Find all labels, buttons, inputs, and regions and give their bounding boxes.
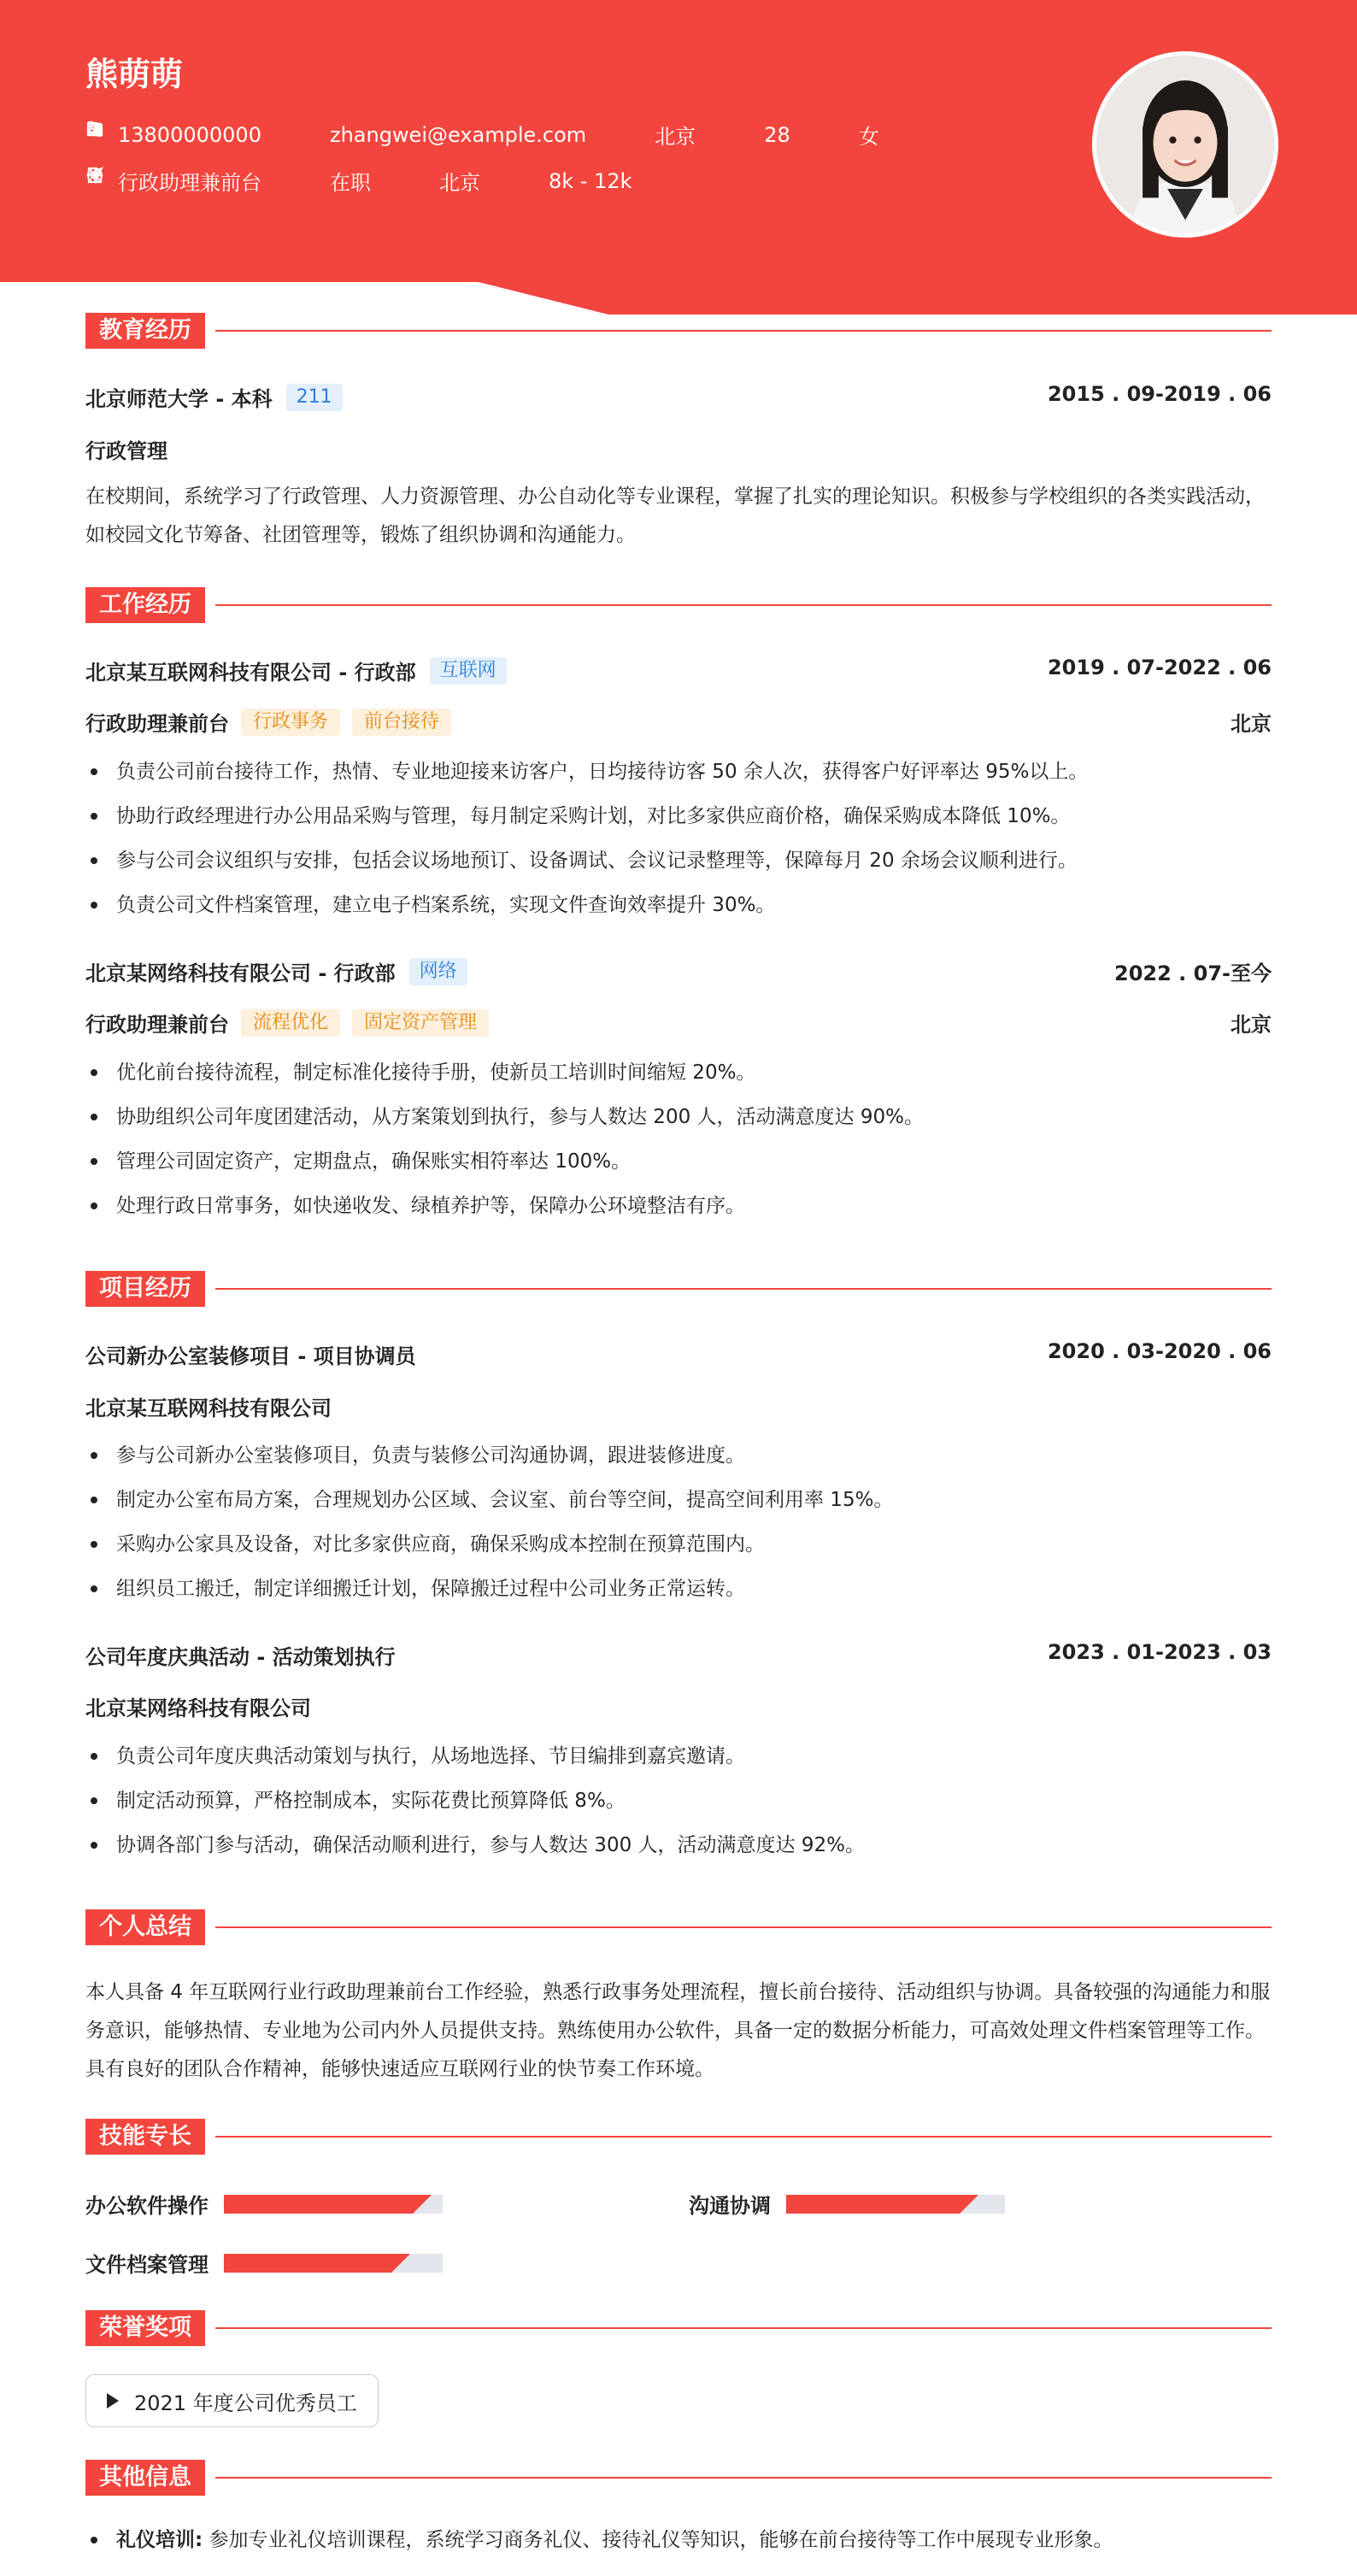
skill-name: 沟通协调 [689,2194,771,2218]
target-position-text: 行政助理兼前台 [118,171,261,195]
home-icon [622,125,643,145]
school-name: 北京师范大学 - 本科 [85,387,273,411]
project-company: 北京某互联网科技有限公司 [85,1397,332,1420]
target-city-text: 北京 [439,171,480,195]
list-item: 处理行政日常事务，如快递收发、绿植养护等，保障办公环境整洁有序。 [85,1184,1272,1228]
section-title: 工作经历 [85,587,205,623]
salary-text: 8k - 12k [549,168,632,193]
section-projects [85,1271,1272,1307]
section-title: 其他信息 [85,2460,205,2496]
section-title: 项目经历 [85,1271,205,1307]
gender-item [826,120,879,150]
education-description: 在校期间，系统学习了行政管理、人力资源管理、办公自动化等专业课程，掌握了扎实的理论知识。积极参与学校组织的各类实践活动，如校园文化节筹备、社团管理等，锻炼了组织协调和沟通能力。 [85,485,1265,546]
job-date: 2019 . 07-2022 . 06 [1047,656,1272,679]
company-name: 北京某互联网科技有限公司 - 行政部 [85,661,416,685]
email-text: zhangwei@example.com [329,122,587,147]
section-divider [215,330,1272,332]
email-item [297,123,586,147]
section-title: 技能专长 [85,2119,205,2155]
job-city: 北京 [1231,712,1272,736]
job-duties [85,750,1272,927]
project-date: 2023 . 01-2023 . 03 [1047,1640,1272,1664]
job-entry [85,956,1272,986]
honor-item [85,2374,379,2427]
project-name: 公司新办公室装修项目 - 项目协调员 [85,1344,416,1368]
status-item [297,166,371,196]
school-tag: 211 [286,384,343,411]
hometown-item [622,120,696,150]
section-divider [215,1926,1272,1928]
section-summary [85,1909,1272,1945]
skill-tag: 流程优化 [241,1009,340,1037]
education-entry [85,382,1272,412]
skill-bar-fill [224,2195,432,2214]
salary-item [516,169,632,193]
skill-tag: 固定资产管理 [352,1009,489,1037]
job-duties [85,1050,1272,1228]
skill-bar-notch [391,2254,410,2273]
list-item: 负责公司前台接待工作，热情、专业地迎接来访客户，日均接待访客 50 余人次，获得客户好评率达 95%以上。 [85,750,1272,794]
summary-text: 本人具备 4 年互联网行业行政助理兼前台工作经验，熟悉行政事务处理流程，擅长前台接待、活动组织与协调。具备较强的沟通能力和服务意识，能够热情、专业地为公司内外人员提供支持。熟练使用办公软件，具备一定的数据分析能力，可高效处理文件档案管理等工作。具有良好的团队合作精神，能够快速适应互联网行业的快节奏工作环境。 [85,1981,1271,2080]
other-text: 参加专业礼仪培训课程，系统学习商务礼仪、接待礼仪等知识，能够在前台接待等工作中展现专业形象。 [209,2529,1113,2551]
education-date: 2015 . 09-2019 . 06 [1047,382,1272,406]
header-banner [0,0,1357,315]
cake-icon [731,125,752,145]
section-divider [215,604,1272,606]
skill-tag: 前台接待 [352,709,451,736]
job-date: 2022 . 07-至今 [1114,962,1272,985]
age-text: 28 [764,122,790,147]
list-item: 组织员工搬迁，制定详细搬迁计划，保障搬迁过程中公司业务正常运转。 [85,1567,1272,1611]
gender-text: 女 [858,125,879,149]
avatar [1092,51,1278,238]
list-item: 优化前台接待流程，制定标准化接待手册，使新员工培训时间缩短 20%。 [85,1050,1272,1095]
skill-bar-fill [786,2195,978,2214]
list-item: 负责公司文件档案管理，建立电子档案系统，实现文件查询效率提升 30%。 [85,883,1272,927]
honor-text: 2021 年度公司优秀员工 [134,2391,357,2415]
hometown-text: 北京 [655,125,696,149]
age-item [731,123,790,147]
job-position: 行政助理兼前台 [85,1013,229,1037]
skill-item [85,2189,443,2219]
skill-bar-fill [224,2254,410,2273]
section-education [85,313,1272,349]
job-city: 北京 [1231,1013,1272,1037]
industry-tag: 网络 [409,958,467,985]
project-entry [85,1640,1272,1670]
section-other [85,2460,1272,2496]
skill-bar [224,2195,443,2214]
salary-icon [516,171,537,191]
industry-tag: 互联网 [430,657,507,685]
skill-tag: 行政事务 [241,709,340,736]
project-details [85,1433,1272,1611]
section-skills [85,2119,1272,2155]
other-info-item [85,2523,1272,2557]
project-name: 公司年度庆典活动 - 活动策划执行 [85,1645,396,1669]
section-divider [215,2477,1272,2479]
section-work [85,587,1272,623]
section-title: 荣誉奖项 [85,2310,205,2346]
status-icon [297,171,318,191]
skill-item [689,2189,1005,2219]
section-divider [215,1288,1272,1290]
play-icon [107,2393,119,2408]
section-title: 个人总结 [85,1909,205,1945]
project-entry [85,1339,1272,1369]
project-date: 2020 . 03-2020 . 06 [1047,1339,1272,1363]
other-label: 礼仪培训: [116,2529,203,2551]
job-intent-row [85,166,668,196]
portrait-image [1096,56,1274,233]
section-title: 教育经历 [85,313,205,349]
skill-item [85,2248,443,2278]
project-details [85,1734,1272,1867]
list-item: 协助组织公司年度团建活动，从方案策划到执行，参与人数达 200 人，活动满意度达 90%。 [85,1095,1272,1139]
project-company: 北京某网络科技有限公司 [85,1697,311,1720]
list-item: 协助行政经理进行办公用品采购与管理，每月制定采购计划，对比多家供应商价格，确保采购成本降低 10%。 [85,794,1272,838]
mail-icon [297,125,318,145]
skill-bar [224,2254,443,2273]
target-position-item [85,166,261,196]
building-icon [407,171,427,191]
target-city-item [407,166,480,196]
skill-bar [786,2195,1005,2214]
gender-icon [826,125,847,145]
list-item: 参与公司会议组织与安排，包括会议场地预订、设备调试、会议记录整理等，保障每月 20 余场会议顺利进行。 [85,838,1272,883]
list-item: 制定活动预算，严格控制成本，实际花费比预算降低 8%。 [85,1779,1272,1823]
section-divider [215,2136,1272,2138]
status-text: 在职 [330,171,371,195]
list-item: 采购办公家具及设备，对比多家供应商，确保采购成本控制在预算范围内。 [85,1522,1272,1567]
job-position: 行政助理兼前台 [85,712,229,736]
section-honors [85,2310,1272,2346]
list-item: 负责公司年度庆典活动策划与执行，从场地选择、节目编排到嘉宾邀请。 [85,1734,1272,1779]
section-divider [215,2327,1272,2329]
phone-item [85,123,261,147]
skill-name: 文件档案管理 [85,2253,209,2277]
list-item: 协调各部门参与活动，确保活动顺利进行，参与人数达 300 人，活动满意度达 92%。 [85,1823,1272,1867]
list-item: 参与公司新办公室装修项目，负责与装修公司沟通协调，跟进装修进度。 [85,1433,1272,1478]
skill-bar-notch [413,2195,432,2214]
skill-bar-notch [960,2195,978,2214]
job-entry [85,656,1272,685]
list-item: 管理公司固定资产，定期盘点，确保账实相符率达 100%。 [85,1139,1272,1184]
list-item: 制定办公室布局方案，合理规划办公区域、会议室、前台等空间，提高空间利用率 15%。 [85,1478,1272,1522]
candidate-name: 熊萌萌 [85,56,184,93]
phone-text: 13800000000 [118,122,261,147]
skill-name: 办公软件操作 [85,2194,209,2218]
contact-row [85,120,915,150]
major: 行政管理 [85,439,167,463]
company-name: 北京某网络科技有限公司 - 行政部 [85,962,396,985]
